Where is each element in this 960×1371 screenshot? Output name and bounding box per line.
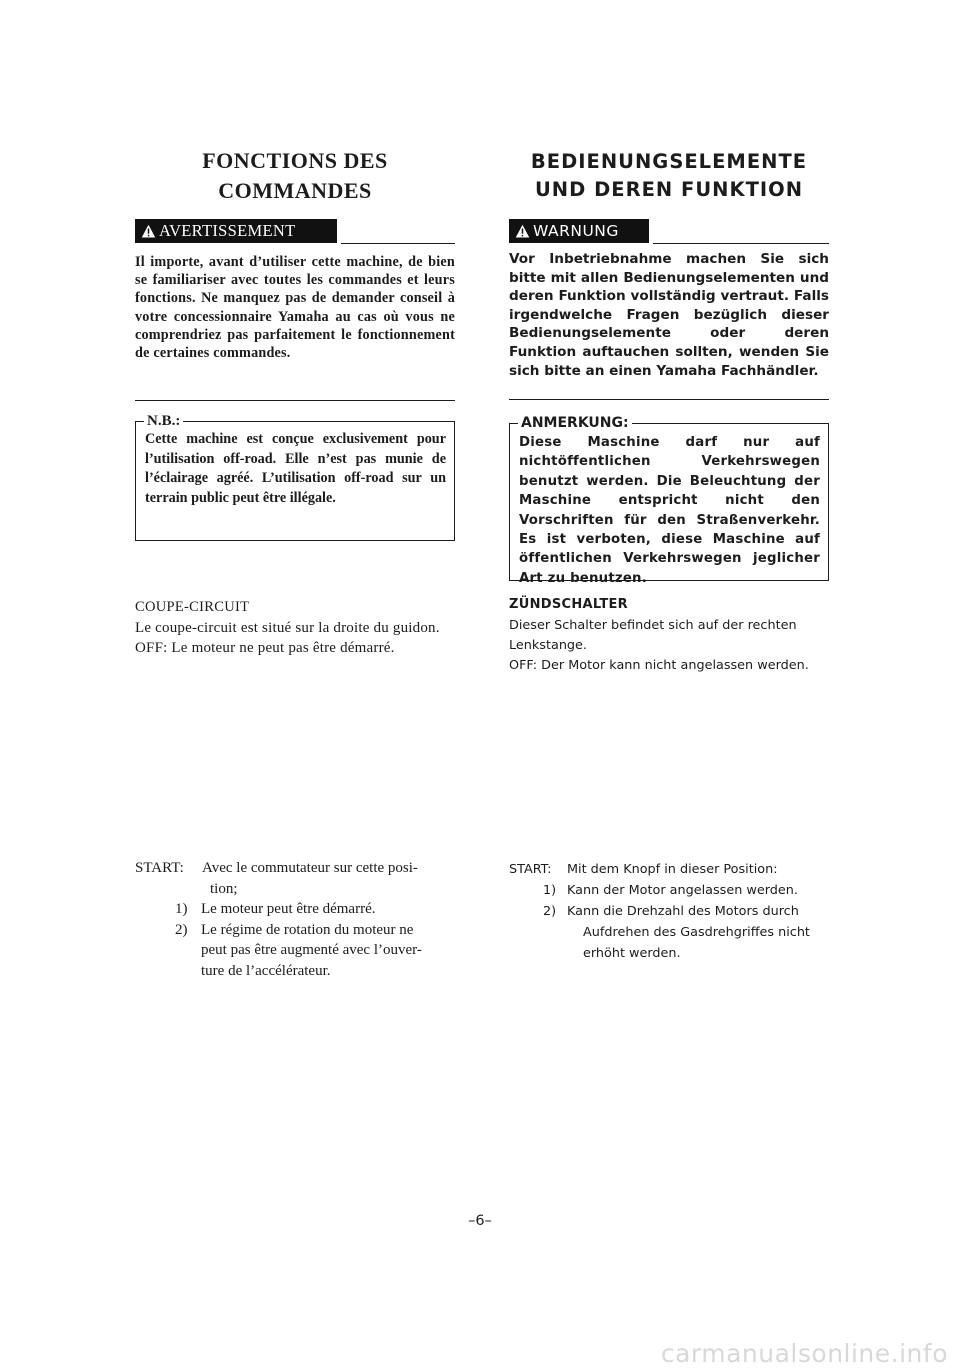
warning-triangle-icon [141, 224, 156, 239]
german-item2-line2: Aufdrehen des Gasdrehgriffes nicht [583, 925, 810, 940]
french-warning-text: Il importe, avant d’utiliser cette machine, de bien se familiariser avec toutes les commandes et leurs fonctions. Ne manquez pas de demander conseil à votre concessionnaire Yamaha au cas où vous ne comprendriez pas parfaitement le fonctionnement de certaines commandes. [135, 254, 455, 362]
german-warning-header [509, 219, 829, 245]
german-title [509, 148, 829, 204]
french-start-text: Avec le commutateur sur cette posi- [202, 860, 418, 876]
german-note-label: ANMERKUNG: [518, 414, 632, 432]
german-warning-line [653, 243, 829, 244]
french-start-text-cont: tion; [210, 880, 238, 897]
german-section-body [509, 616, 829, 676]
french-note-label: N.B.: [144, 412, 183, 430]
french-item2-line1: Le régime de rotation du moteur ne [201, 921, 414, 938]
french-warning-label: AVERTISSEMENT [159, 221, 296, 240]
watermark: carmanualsonline.info [660, 1339, 948, 1368]
french-warning-line [341, 243, 455, 244]
german-section-title: ZÜNDSCHALTER [509, 597, 628, 612]
french-warning-header [135, 219, 455, 245]
german-warning-rule [509, 399, 829, 400]
french-section-text: Le coupe-circuit est situé sur la droite du guidon. [135, 620, 440, 636]
german-warning-badge [509, 219, 649, 243]
german-off-text: OFF: Der Motor kann nicht angelassen werden. [509, 658, 809, 673]
german-start-block [509, 859, 829, 964]
french-item2-num: 2) [175, 921, 188, 938]
german-section-text: Dieser Schalter befindet sich auf der rechten Lenkstange. [509, 618, 797, 653]
german-warning-text: Vor Inbetriebnahme machen Sie sich bitte mit allen Bedienungselementen und deren Funktion vollständig vertraut. Falls irgendwelche Fragen bezüglich dieser Bedienungselemente oder deren Funktion auftauchen sollten, wenden Sie sich bitte an einen Yamaha Fachhändler. [509, 251, 829, 379]
german-item1-num: 1) [543, 883, 557, 898]
german-item2-line3: erhöht werden. [583, 946, 681, 961]
german-item2-num: 2) [543, 904, 557, 919]
french-item2-line3: ture de l’accélérateur. [201, 962, 331, 979]
french-item1-text: Le moteur peut être démarré. [201, 901, 376, 917]
french-warning-badge [135, 219, 337, 243]
french-off-text: OFF: Le moteur ne peut pas être démarré. [135, 640, 395, 656]
french-warning-rule [135, 400, 455, 401]
warning-triangle-icon [515, 224, 530, 239]
german-start-text: Mit dem Knopf in dieser Position: [567, 862, 778, 877]
german-note-text: Diese Maschine darf nur auf nichtöffentlichen Verkehrswegen benutzt werden. Die Beleuchtung der Maschine entspricht nicht den Vorschriften für den Straßenverkehr. Es ist verboten, diese Maschine auf öffentlichen Verkehrswegen jeglicher Art zu benutzen. [519, 435, 820, 586]
german-note-box [509, 415, 829, 586]
french-note-box [135, 413, 455, 541]
german-title-line2: UND DEREN FUNKTION [534, 178, 804, 201]
french-title-line1: FONCTIONS DES [202, 148, 388, 173]
french-section-body [135, 618, 455, 658]
french-section-title: COUPE-CIRCUIT [135, 599, 250, 615]
german-title-line1: BEDIENUNGSELEMENTE [530, 150, 808, 173]
french-note-text: Cette machine est conçue exclusivement pour l’utilisation off-road. Elle n’est pas munie de l’éclairage agréé. L’utilisation off-road sur un terrain public peut être illégale. [145, 431, 446, 506]
french-start-label: START: [135, 860, 184, 876]
french-start-block [135, 858, 455, 981]
german-item1-text: Kann der Motor angelassen werden. [567, 883, 798, 898]
german-item2-line1: Kann die Drehzahl des Motors durch [567, 904, 799, 919]
french-title-line2: COMMANDES [218, 178, 372, 203]
german-start-label: START: [509, 862, 552, 877]
french-item1-num: 1) [175, 901, 188, 917]
french-item2-line2: peut pas être augmenté avec l’ouver- [201, 942, 422, 958]
german-warning-label: WARNUNG [533, 222, 619, 240]
french-title [135, 146, 455, 206]
page-number: –6– [468, 1213, 492, 1229]
